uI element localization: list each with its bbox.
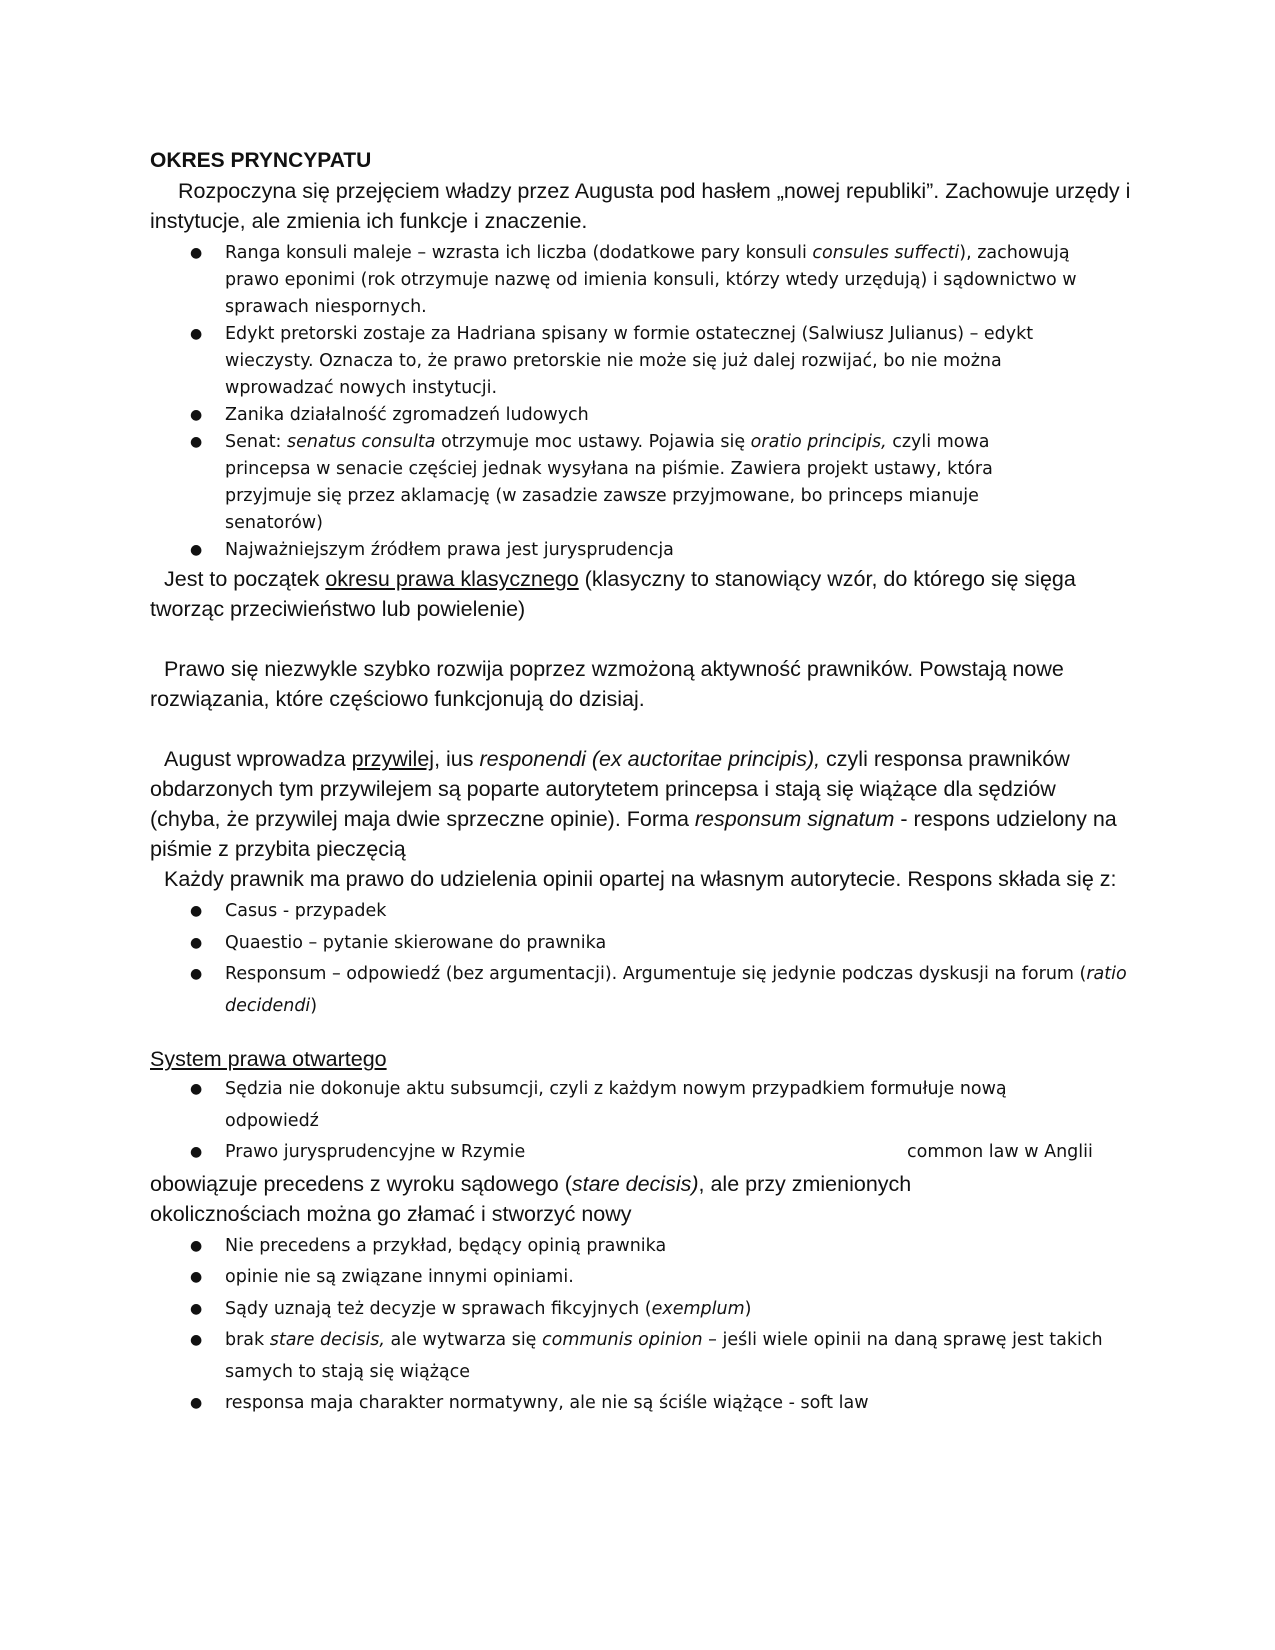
- list-item-quaestio: ● Quaestio – pytanie skierowane do prawnika: [150, 928, 1135, 960]
- list-item-fictional: ● Sądy uznają też decyzje w sprawach fikcyjnych (exemplum): [150, 1294, 1135, 1326]
- intro-paragraph: [150, 176, 1135, 236]
- open-law-list: [150, 1074, 1135, 1169]
- institutions-list: [150, 240, 1135, 564]
- list-item-opinions: ● opinie nie są związane innymi opiniami.: [150, 1262, 1135, 1294]
- list-item-communis-opinion: ● brak stare decisis, ale wytwarza się communis opinion – jeśli wiele opinii na daną sprawę jest takich samych to stają się wiążące: [150, 1325, 1135, 1388]
- growth-paragraph: Prawo się niezwykle szybko rozwija poprzez wzmożoną aktywność prawników. Powstają nowe rozwiązania, które częściowo funkcjonują do dzisiaj.: [150, 657, 1064, 711]
- classic-law-term: okresu prawa klasycznego: [325, 567, 579, 591]
- list-item-jurisprudence: ● Najważniejszym źródłem prawa jest jurysprudencja: [150, 537, 1135, 564]
- august-paragraph: August wprowadza przywilej, ius responendi (ex auctoritae principis), czyli responsa prawników obdarzonych tym przywilejem są poparte autorytetem princepsa i stają się wiążące dla sędziów (chyba, że przywilej maja dwie sprzeczne opinie). Forma responsum signatum - respons udzielony na piśmie z przybita pieczęcią: [150, 747, 1117, 861]
- precedent-list: [150, 1231, 1135, 1420]
- document-title: OKRES PRYNCYPATU: [150, 149, 372, 172]
- list-item-example: ● Nie precedens a przykład, będący opinią prawnika: [150, 1231, 1135, 1263]
- document-page: [150, 146, 1135, 1420]
- list-item-soft-law: ● responsa maja charakter normatywny, ale nie są ściśle wiążące - soft law: [150, 1388, 1135, 1420]
- list-item-casus: ● Casus - przypadek: [150, 896, 1135, 928]
- privilege-term: przywilej: [351, 747, 435, 771]
- list-item-subsumption: ● Sędzia nie dokonuje aktu subsumcji, czyli z każdym nowym przypadkiem formułuje nową odpowiedź: [150, 1074, 1135, 1137]
- list-item-jurisprudential-law: ● Prawo jurysprudencyjne w Rzymie common law w Anglii: [150, 1137, 1135, 1169]
- every-lawyer-paragraph: Każdy prawnik ma prawo do udzielenia opinii opartej na własnym autorytecie. Respons składa się z:: [164, 867, 1117, 891]
- common-law-label: common law w Anglii: [907, 1142, 1093, 1162]
- section-heading-open-law: System prawa otwartego: [150, 1047, 387, 1071]
- precedent-paragraph: obowiązuje precedens z wyroku sądowego (stare decisis), ale przy zmienionych okolicznościach można go złamać i stworzyć nowy: [150, 1171, 912, 1226]
- list-item-assemblies: ● Zanika działalność zgromadzeń ludowych: [150, 402, 1135, 429]
- response-parts-list: [150, 896, 1135, 1022]
- classic-law-paragraph: Jest to początek okresu prawa klasycznego (klasyczny to stanowiący wzór, do którego się sięga tworząc przeciwieństwo lub powielenie): [150, 567, 1076, 621]
- list-item-responsum: ● Responsum – odpowiedź (bez argumentacji). Argumentuje się jedynie podczas dyskusji na forum (ratio decidendi): [150, 959, 1135, 1022]
- intro-text: Rozpoczyna się przejęciem władzy przez Augusta pod hasłem „nowej republiki”. Zachowuje urzędy i instytucje, ale zmienia ich funkcje i znaczenie.: [150, 179, 1131, 233]
- list-item-consuls: ● Ranga konsuli maleje – wzrasta ich liczba (dodatkowe pary konsuli consules suffecti), zachowują prawo eponimi (rok otrzymuje nazwę od imienia konsuli, którzy wtedy urzędują) i sądownictwo w sprawach niespornych.: [150, 240, 1135, 321]
- list-item-senate: ● Senat: senatus consulta otrzymuje moc ustawy. Pojawia się oratio principis, czyli mowa princepsa w senacie częściej jednak wysyłana na piśmie. Zawiera projekt ustawy, która przyjmuje się przez aklamację (w zasadzie zawsze przyjmowane, bo princeps mianuje senatorów): [150, 429, 1135, 537]
- list-item-edict: ● Edykt pretorski zostaje za Hadriana spisany w formie ostatecznej (Salwiusz Julianus) – edykt wieczysty. Oznacza to, że prawo pretorskie nie może się już dalej rozwijać, bo nie można wprowadzać nowych instytucji.: [150, 321, 1135, 402]
